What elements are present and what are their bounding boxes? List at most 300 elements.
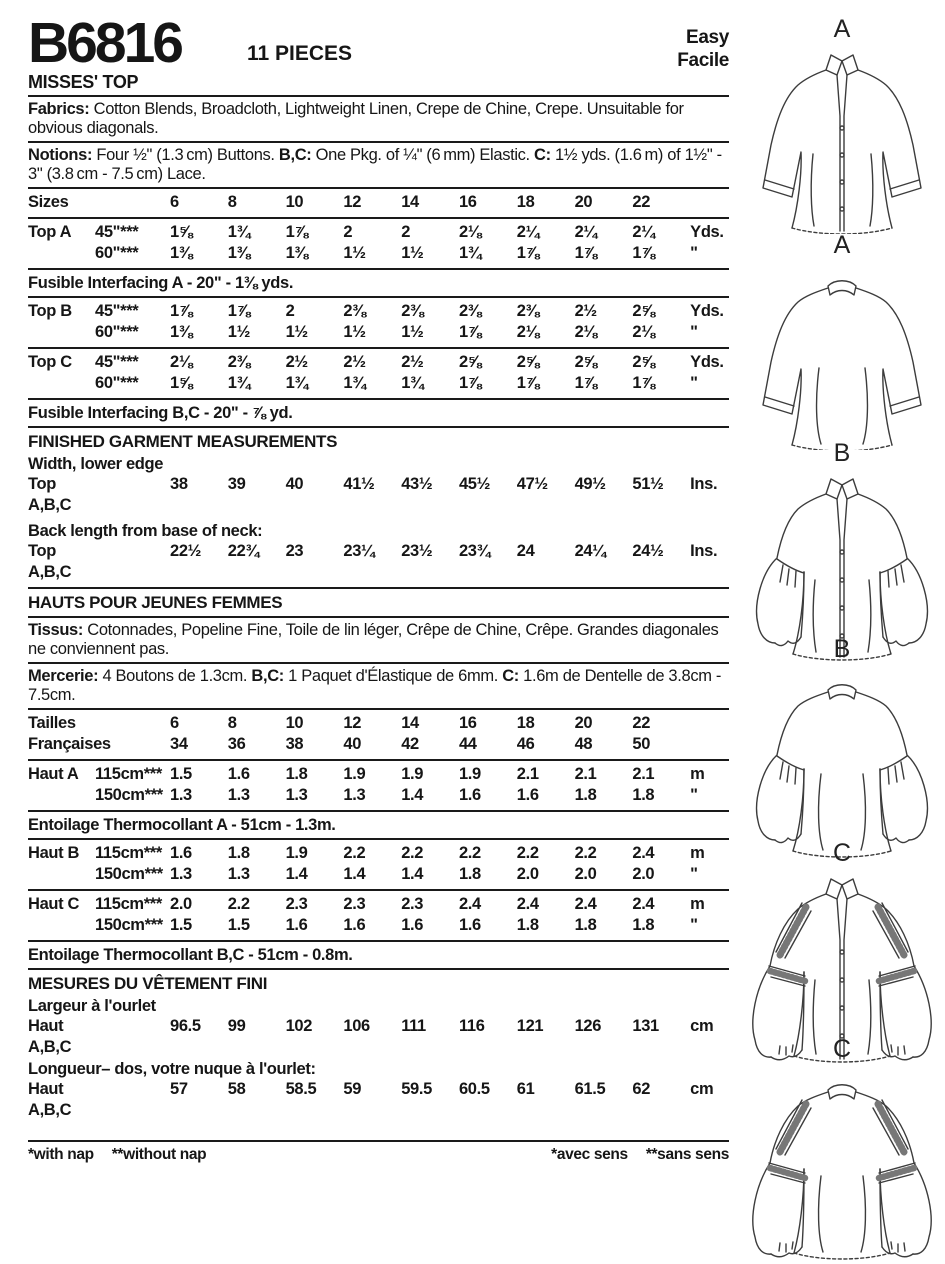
row-value: 1.9 (343, 764, 366, 783)
row-label (28, 243, 95, 265)
row-value: 46 (516, 735, 535, 753)
divider (28, 187, 729, 189)
back-length-heading: Back length from base of neck: (28, 521, 263, 540)
row-unit: Yds. (690, 352, 724, 371)
row-value: 1¾ (458, 244, 482, 262)
garment-illustration-a-front (742, 42, 942, 234)
view-c-back-label: C (832, 1035, 852, 1063)
table-row (28, 243, 729, 265)
row-sublabel: 150cm*** (95, 865, 163, 883)
row-value: 42 (401, 735, 419, 753)
largeur-rows (28, 1016, 729, 1059)
divider (28, 889, 729, 891)
row-value: 24¼ (574, 541, 606, 560)
top-a-yardage (28, 222, 729, 265)
figure-view-c-back (742, 1036, 942, 1264)
figure-view-a-back (742, 232, 942, 450)
row-label (28, 322, 95, 344)
row-value: 1⅝ (170, 222, 193, 241)
row-value: 1½ (285, 323, 308, 341)
divider (28, 268, 729, 270)
row-value: 2.1 (632, 764, 655, 783)
row-value: 2⅜ (343, 301, 366, 320)
longueur-heading: Longueur– dos, votre nuque à l'ourlet: (28, 1059, 316, 1078)
view-b-label: B (833, 439, 851, 467)
difficulty-en: Easy (686, 27, 729, 48)
row-label (28, 864, 95, 886)
row-sublabel: 60"*** (95, 323, 139, 341)
row-unit: m (690, 894, 705, 913)
footnote-with-nap: *with nap (28, 1145, 94, 1163)
row-value: 1½ (343, 244, 366, 262)
row-value: 1⅞ (227, 301, 251, 320)
row-value: 1⅞ (516, 374, 540, 392)
row-value: 1⅞ (285, 222, 308, 241)
row-value: 6 (170, 713, 179, 732)
row-value: 60.5 (458, 1079, 490, 1098)
tissus-text: Cotonnades, Popeline Fine, Toile de lin léger, Crêpe de Chine, Crêpe. Grandes diagonales ne conviennent pas. (28, 620, 719, 658)
row-label: Tailles (28, 713, 76, 732)
row-value: 22¾ (227, 541, 259, 560)
row-value: 1.8 (574, 916, 597, 934)
row-value: 2⅛ (574, 323, 597, 341)
row-sublabel: 60"*** (95, 244, 139, 262)
row-value: 36 (227, 735, 246, 753)
divider (28, 347, 729, 349)
row-value: 1⅞ (170, 301, 193, 320)
row-value: 40 (285, 474, 304, 493)
mercerie-line: Mercerie: 4 Boutons de 1.3cm. B,C: 1 Paquet d'Élastique de 6mm. C: 1.6m de Dentelle de 3.8cm - 7.5cm. (28, 666, 721, 704)
row-value: 24½ (632, 541, 664, 560)
table-row (28, 222, 729, 244)
row-value: 10 (285, 713, 304, 732)
table-row (28, 713, 729, 735)
row-value: 1⅞ (574, 244, 597, 262)
row-value: 23¾ (458, 541, 491, 560)
fabrics-label: Fabrics: (28, 100, 90, 118)
row-label: Haut B (28, 843, 80, 862)
row-value: 23 (285, 541, 304, 560)
row-value: 22½ (170, 541, 202, 560)
row-unit: " (690, 786, 698, 804)
largeur-heading: Largeur à l'ourlet (28, 996, 156, 1015)
divider (28, 708, 729, 710)
row-unit: cm (690, 1079, 714, 1098)
difficulty-fr: Facile (677, 50, 729, 71)
row-sublabel: 115cm*** (95, 843, 162, 862)
row-value: 1⅞ (632, 374, 655, 392)
view-c-label: C (832, 839, 852, 867)
row-value: 16 (458, 193, 477, 211)
fabrics-line (28, 100, 729, 138)
row-value: 1½ (227, 323, 251, 341)
view-b-back-label: B (833, 635, 851, 663)
row-value: 1.3 (285, 786, 308, 804)
row-value: 39 (227, 474, 246, 493)
garment-illustration-b-back (742, 662, 942, 858)
row-label: Top A,B,C (28, 541, 72, 581)
row-value: 2 (343, 222, 353, 241)
row-value: 40 (343, 735, 362, 753)
footnote-avec-sens: *avec sens (551, 1145, 628, 1163)
row-value: 10 (285, 193, 304, 211)
divider (28, 1140, 729, 1142)
row-value: 59.5 (401, 1079, 432, 1098)
row-value: 1.9 (458, 764, 481, 783)
row-value: 1.6 (285, 916, 308, 934)
table-row (28, 373, 729, 395)
haut-c-metrage (28, 894, 729, 937)
row-value: 61 (516, 1079, 535, 1098)
row-sublabel: 45"*** (95, 222, 139, 241)
row-value: 2⅝ (632, 301, 655, 320)
row-value: 1.8 (574, 786, 597, 804)
row-value: 8 (227, 713, 237, 732)
divider (28, 398, 729, 400)
view-a-back-label: A (833, 231, 851, 259)
row-value: 96.5 (170, 1016, 201, 1035)
row-value: 14 (401, 713, 419, 732)
row-sublabel (95, 474, 170, 517)
row-value: 23½ (401, 541, 433, 560)
row-unit: " (690, 916, 698, 934)
row-value: 106 (343, 1016, 370, 1035)
row-value: 49½ (574, 474, 606, 493)
row-value: 2 (401, 222, 411, 241)
row-value: 2⅛ (632, 323, 655, 341)
row-value: 2⅝ (574, 352, 597, 371)
row-value: 1⅞ (574, 374, 597, 392)
interfacing-a-note: Fusible Interfacing A - 20" - 1⅜ yds. (28, 273, 294, 292)
row-value: 1.3 (227, 786, 250, 804)
row-value: 1.8 (632, 916, 655, 934)
interfacing-bc-note: Fusible Interfacing B,C - 20" - ⅞ yd. (28, 403, 293, 422)
row-value: 2.0 (632, 865, 655, 883)
french-section-heading: HAUTS POUR JEUNES FEMMES (28, 592, 283, 612)
row-value: 1.5 (227, 916, 250, 934)
back-length-rows (28, 541, 729, 584)
row-value: 1.6 (516, 786, 539, 804)
row-unit (690, 192, 728, 214)
row-value: 1⅞ (632, 244, 655, 262)
row-value: 1⅜ (170, 244, 193, 262)
row-value: 1¾ (401, 374, 424, 392)
row-value: 1.5 (170, 916, 192, 934)
row-unit: m (690, 764, 705, 783)
row-value: 1⅞ (458, 323, 482, 341)
table-row (28, 764, 729, 786)
view-a-label: A (833, 15, 851, 43)
row-value: 1⅞ (516, 244, 540, 262)
row-value: 12 (343, 193, 362, 211)
row-value: 22 (632, 193, 651, 211)
row-value: 1⅜ (227, 244, 251, 262)
row-label: Haut A,B,C (28, 1016, 72, 1056)
row-value: 2⅝ (458, 352, 482, 371)
row-value: 16 (458, 713, 477, 732)
row-value: 57 (170, 1079, 188, 1098)
row-value: 1.8 (458, 865, 481, 883)
row-value: 99 (227, 1016, 246, 1035)
footnote-sans-sens: **sans sens (645, 1145, 729, 1163)
row-value: 2 (285, 301, 295, 320)
row-value: 23¼ (343, 541, 375, 560)
row-value: 2⅝ (632, 352, 655, 371)
row-value: 2⅜ (458, 301, 482, 320)
fabrics-text: Cotton Blends, Broadcloth, Lightweight Linen, Crepe de Chine, Crepe. Unsuitable for obvious diagonals. (28, 100, 684, 137)
row-value: 111 (401, 1016, 426, 1035)
row-value: 2.2 (516, 843, 539, 862)
row-sublabel: 150cm*** (95, 786, 163, 804)
divider (28, 296, 729, 298)
row-value: 1.4 (285, 865, 308, 883)
row-value: 2½ (343, 352, 366, 371)
row-label: Haut C (28, 894, 80, 913)
row-label (28, 915, 95, 937)
row-value: 2.1 (574, 764, 597, 783)
row-unit: " (690, 244, 698, 262)
row-value: 2.0 (170, 894, 192, 913)
table-row (28, 915, 729, 937)
divider (28, 141, 729, 143)
table-row (28, 352, 729, 374)
row-value: 2.1 (516, 764, 539, 783)
row-value: 1.8 (516, 916, 539, 934)
row-sublabel: 150cm*** (95, 916, 163, 934)
table-row (28, 864, 729, 886)
row-value: 2⅜ (227, 352, 251, 371)
row-value: 1.8 (227, 843, 250, 862)
row-label: Top B (28, 301, 72, 320)
row-value: 50 (632, 735, 651, 753)
row-value: 20 (574, 193, 593, 211)
garment-illustration-a-back (742, 258, 942, 450)
row-value: 116 (458, 1016, 485, 1035)
row-value: 1¾ (343, 374, 366, 392)
row-value: 58 (227, 1079, 246, 1098)
row-value: 24 (516, 541, 535, 560)
row-value: 2.4 (574, 894, 597, 913)
row-value: 2.3 (285, 894, 308, 913)
row-label: Françaises (28, 735, 111, 753)
row-sublabel: 45"*** (95, 352, 139, 371)
entoilage-a-note: Entoilage Thermocollant A - 51cm - 1.3m. (28, 815, 336, 834)
row-value: 62 (632, 1079, 651, 1098)
row-value: 20 (574, 713, 593, 732)
row-unit: " (690, 865, 698, 883)
row-sublabel: 60"*** (95, 374, 139, 392)
row-value: 41½ (343, 474, 375, 493)
row-value: 1.8 (285, 764, 308, 783)
row-value: 2½ (574, 301, 597, 320)
haut-b-metrage (28, 843, 729, 886)
divider (28, 759, 729, 761)
row-unit: Yds. (690, 222, 724, 241)
finished-measurements-heading: FINISHED GARMENT MEASUREMENTS (28, 431, 338, 451)
row-label: Top A (28, 222, 72, 241)
row-value: 12 (343, 713, 362, 732)
row-sublabel (95, 713, 170, 735)
row-label: Sizes (28, 193, 69, 211)
pieces-count: 11 PIECES (246, 42, 353, 65)
row-value: 2.4 (458, 894, 481, 913)
row-value: 2.2 (458, 843, 481, 862)
row-value: 1⅝ (170, 374, 193, 392)
row-value: 2¼ (516, 222, 540, 241)
table-row (28, 1079, 729, 1122)
garment-title: MISSES' TOP (28, 72, 139, 92)
row-value: 18 (516, 713, 535, 732)
row-sublabel (95, 541, 170, 584)
row-value: 1.8 (632, 786, 655, 804)
row-value: 2⅛ (458, 222, 482, 241)
row-sublabel (95, 192, 170, 214)
row-unit: Yds. (690, 301, 724, 320)
figure-view-a-front (742, 16, 942, 234)
divider (28, 217, 729, 219)
pattern-number: B6816 (28, 11, 181, 75)
row-value: 22 (632, 713, 651, 732)
content-column (28, 12, 729, 1164)
row-sublabel: 115cm*** (95, 894, 162, 913)
entoilage-bc-note: Entoilage Thermocollant B,C - 51cm - 0.8m. (28, 945, 353, 964)
table-row (28, 322, 729, 344)
row-value: 1.5 (170, 764, 192, 783)
figure-view-c-front (742, 840, 942, 1068)
tailles-header-rows (28, 713, 729, 756)
row-label: Haut A,B,C (28, 1079, 72, 1119)
table-row (28, 785, 729, 807)
row-unit: m (690, 843, 705, 862)
row-value: 2.2 (401, 843, 424, 862)
divider (28, 810, 729, 812)
row-unit: " (690, 374, 698, 392)
width-heading: Width, lower edge (28, 454, 164, 473)
table-row (28, 894, 729, 916)
row-sublabel (95, 1016, 170, 1059)
row-value: 1¾ (227, 222, 251, 241)
width-rows (28, 474, 729, 517)
row-value: 45½ (458, 474, 491, 493)
footnotes (28, 1146, 729, 1164)
row-value: 2⅛ (516, 323, 540, 341)
row-value: 1½ (401, 323, 424, 341)
row-value: 1¾ (227, 374, 251, 392)
row-value: 2⅜ (401, 301, 424, 320)
figure-view-b-front (742, 440, 942, 662)
row-value: 47½ (516, 474, 548, 493)
row-value: 131 (632, 1016, 659, 1035)
divider (28, 838, 729, 840)
divider (28, 968, 729, 970)
row-value: 2.0 (574, 865, 597, 883)
row-value: 1.6 (227, 764, 250, 783)
garment-illustration-b-front (742, 466, 942, 662)
row-label: Top C (28, 352, 72, 371)
row-value: 1.4 (343, 865, 366, 883)
masthead (28, 12, 729, 74)
row-sublabel (95, 734, 170, 756)
row-value: 2.4 (516, 894, 539, 913)
row-value: 38 (170, 474, 188, 493)
row-sublabel: 115cm*** (95, 764, 162, 783)
row-value: 2⅛ (170, 352, 193, 371)
row-value: 1⅜ (170, 323, 193, 341)
row-unit: " (690, 323, 698, 341)
row-value: 58.5 (285, 1079, 317, 1098)
garment-illustration-c-back (742, 1062, 942, 1264)
row-value: 48 (574, 735, 593, 753)
row-value: 2.3 (343, 894, 366, 913)
divider (28, 426, 729, 428)
row-value: 1.4 (401, 786, 424, 804)
row-sublabel: 45"*** (95, 301, 139, 320)
row-label (28, 373, 95, 395)
row-value: 2.3 (401, 894, 424, 913)
tissus-label: Tissus: (28, 620, 84, 639)
divider (28, 587, 729, 589)
figure-view-b-back (742, 636, 942, 858)
divider (28, 940, 729, 942)
row-label: Top A,B,C (28, 474, 72, 514)
row-value: 126 (574, 1016, 602, 1035)
haut-a-metrage (28, 764, 729, 807)
notions-line: Notions: Four ½" (1.3 cm) Buttons. B,C: One Pkg. of ¼" (6 mm) Elastic. C: 1½ yds. (1.6 m) of 1½" - 3" (3.8 cm - 7.5 cm) Lace. (28, 146, 722, 183)
row-value: 102 (285, 1016, 313, 1035)
divider (28, 616, 729, 618)
row-unit: Ins. (690, 474, 718, 493)
difficulty-rating (677, 26, 729, 72)
row-value: 1¾ (285, 374, 308, 392)
row-value: 1.3 (227, 865, 250, 883)
row-value: 2½ (401, 352, 424, 371)
top-c-yardage (28, 352, 729, 395)
row-value: 1.9 (401, 764, 424, 783)
row-value: 2¼ (574, 222, 597, 241)
row-value: 59 (343, 1079, 362, 1098)
row-value: 43½ (401, 474, 433, 493)
row-value: 1.4 (401, 865, 424, 883)
row-value: 1.3 (343, 786, 366, 804)
row-sublabel (95, 1079, 170, 1122)
row-value: 1½ (401, 244, 424, 262)
row-value: 44 (458, 735, 477, 753)
row-value: 1.6 (170, 843, 192, 862)
row-value: 1.6 (401, 916, 424, 934)
row-value: 1.6 (458, 786, 481, 804)
row-value: 2.4 (632, 843, 655, 862)
row-value: 2.4 (632, 894, 655, 913)
row-label (28, 785, 95, 807)
longueur-rows (28, 1079, 729, 1122)
row-value: 1½ (343, 323, 366, 341)
row-unit: cm (690, 1016, 714, 1035)
row-value: 2.2 (343, 843, 366, 862)
row-value: 2⅜ (516, 301, 540, 320)
row-value: 1.3 (170, 865, 192, 883)
table-row (28, 734, 729, 756)
row-value: 51½ (632, 474, 664, 493)
sizes-header-row (28, 192, 729, 214)
row-value: 14 (401, 193, 419, 211)
footnote-without-nap: **without nap (111, 1145, 207, 1163)
row-value: 1.6 (458, 916, 481, 934)
row-value: 1.3 (170, 786, 192, 804)
table-row (28, 541, 729, 584)
row-value: 2.0 (516, 865, 539, 883)
row-value: 2½ (285, 352, 308, 371)
row-value: 2.2 (227, 894, 250, 913)
